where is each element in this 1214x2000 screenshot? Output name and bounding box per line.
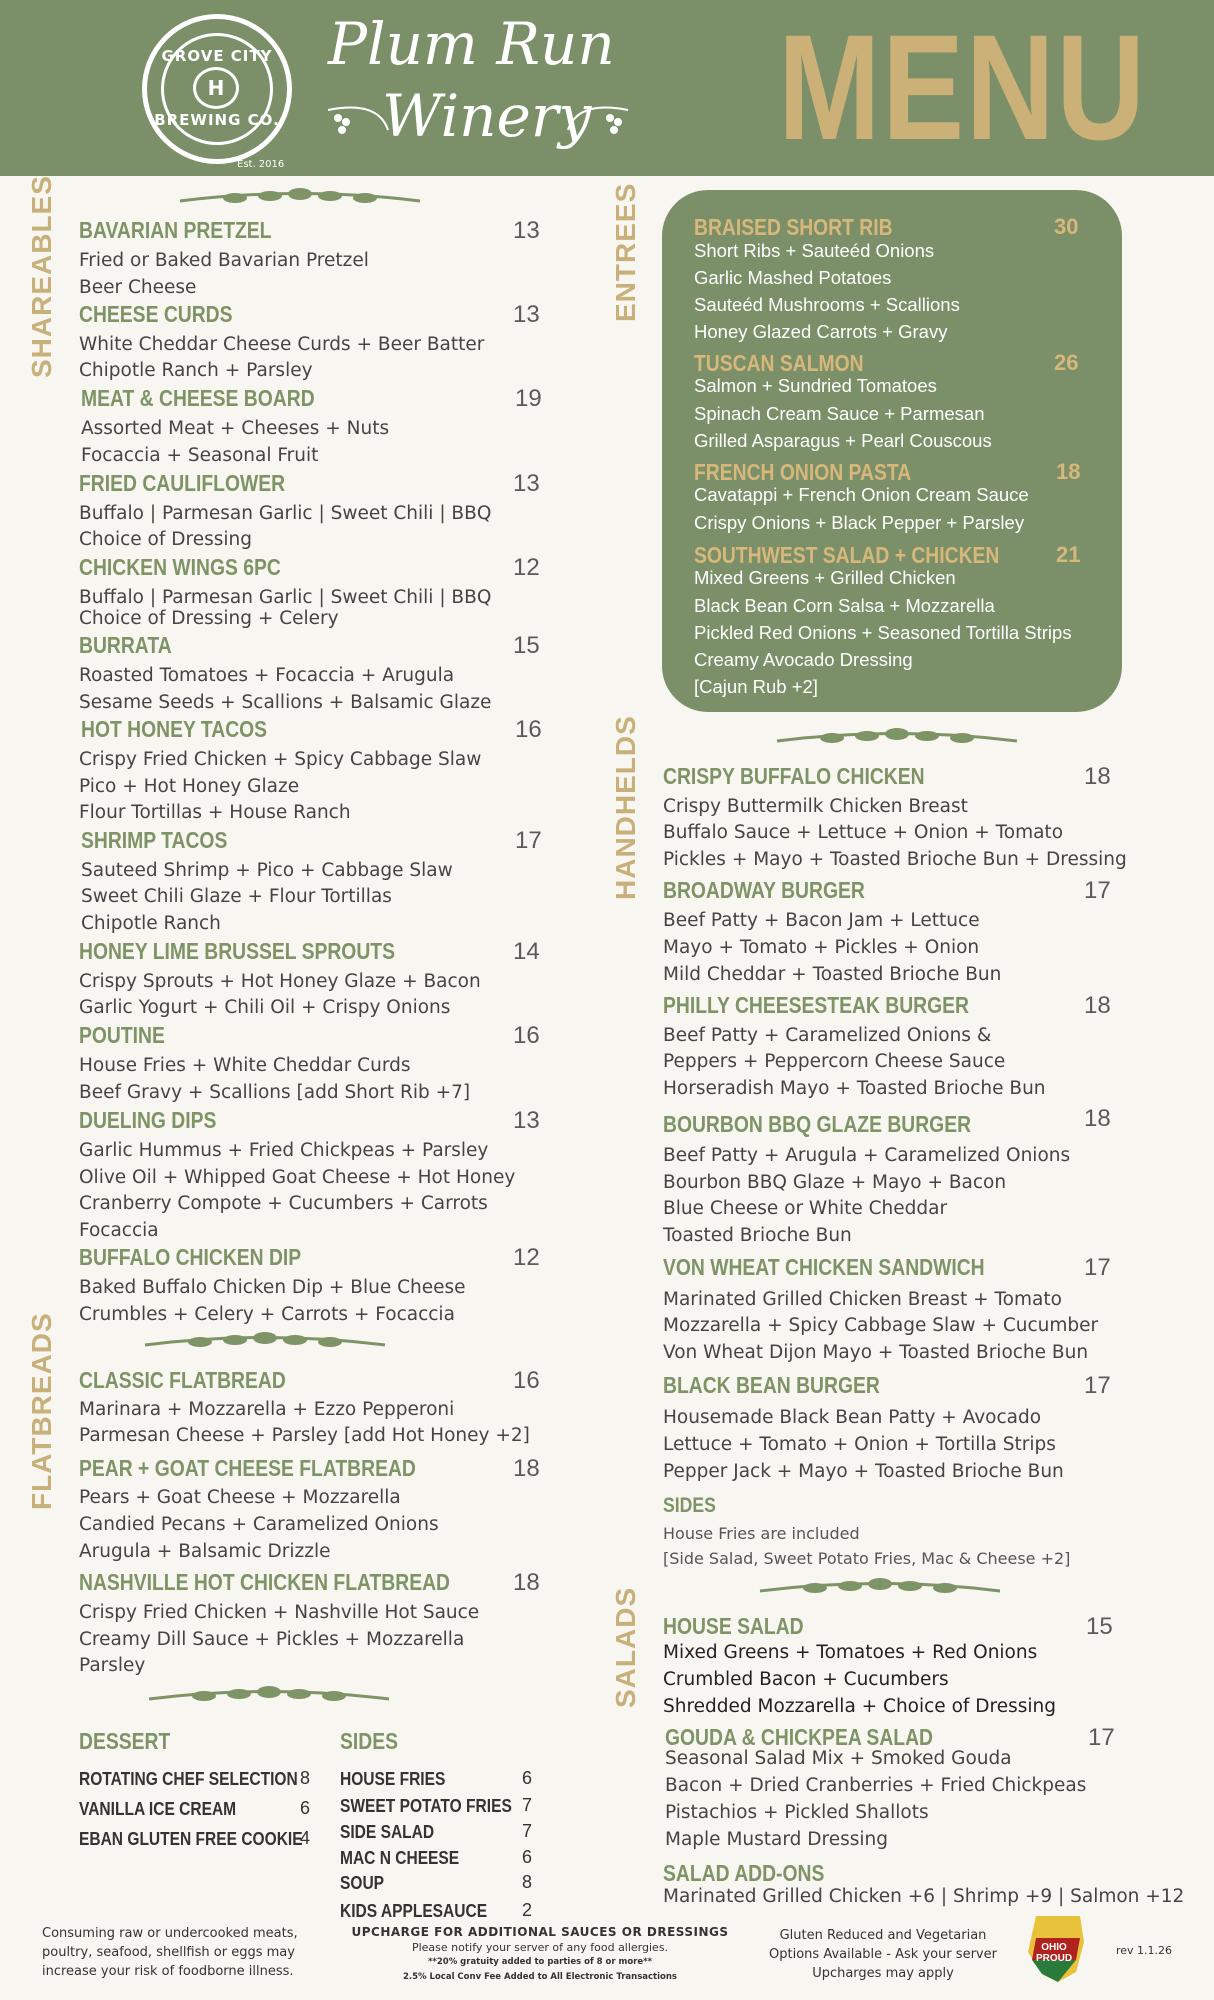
vine-divider-icon: [140, 1330, 390, 1360]
item-desc: Garlic Hummus + Fried Chickpeas + Parsley: [79, 1140, 489, 1161]
item-price: 18: [513, 1455, 540, 1482]
gratuity-notice: **20% gratuity added to parties of 8 or more**: [427, 1957, 653, 1967]
item-desc: Housemade Black Bean Patty + Avocado: [663, 1407, 1042, 1428]
side-price: 6: [522, 1847, 533, 1867]
footer-line: poultry, seafood, shellfish or eggs may: [42, 1945, 295, 1960]
item-price: 17: [1084, 1372, 1111, 1399]
item-title: GOUDA & CHICKPEA SALAD: [665, 1724, 933, 1750]
item-title: HONEY LIME BRUSSEL SPROUTS: [79, 938, 395, 964]
item-price: 17: [1088, 1724, 1115, 1751]
upcharge-notice: UPCHARGE FOR ADDITIONAL SAUCES OR DRESSINGS: [351, 1925, 729, 1939]
item-desc: Beef Patty + Arugula + Caramelized Onions: [663, 1145, 1071, 1166]
item-title: DUELING DIPS: [79, 1107, 217, 1133]
item-desc: Mayo + Tomato + Pickles + Onion: [663, 937, 980, 958]
sides-title: SIDES: [340, 1728, 398, 1754]
item-desc: Focaccia: [79, 1220, 159, 1241]
item-desc: Parsley: [79, 1655, 146, 1676]
item-price: 16: [513, 1022, 540, 1049]
item-desc: Mixed Greens + Tomatoes + Red Onions: [663, 1642, 1038, 1663]
dessert-price: 8: [300, 1768, 311, 1788]
grape-vine-icon: [318, 70, 638, 140]
revision-label: rev 1.1.26: [1116, 1944, 1173, 1957]
item-title: TUSCAN SALMON: [694, 350, 864, 376]
handheld-sides-title: SIDES: [663, 1494, 716, 1517]
side-item: HOUSE FRIES: [340, 1768, 446, 1789]
fee-notice: 2.5% Local Conv Fee Added to All Electronic Transactions: [403, 1972, 677, 1982]
winery-name-line1: Plum Run: [328, 10, 615, 78]
item-price: 14: [513, 938, 540, 965]
vine-divider-icon: [755, 1576, 1005, 1606]
item-desc: Beef Patty + Caramelized Onions &: [663, 1025, 992, 1046]
brewery-name-bottom: BREWING CO.: [154, 111, 280, 129]
item-desc: Cavatappi + French Onion Cream Sauce: [694, 484, 1029, 505]
item-title: BAVARIAN PRETZEL: [79, 217, 272, 243]
item-title: HOUSE SALAD: [663, 1613, 804, 1639]
footer-line: Options Available - Ask your server: [769, 1947, 997, 1962]
dessert-item: ROTATING CHEF SELECTION: [79, 1768, 298, 1789]
item-desc: Beef Gravy + Scallions [add Short Rib +7]: [79, 1082, 471, 1103]
item-desc: Lettuce + Tomato + Onion + Tortilla Strips: [663, 1434, 1056, 1455]
item-title: CHEESE CURDS: [79, 301, 233, 327]
item-title: SHRIMP TACOS: [81, 827, 228, 853]
side-item: SIDE SALAD: [340, 1821, 435, 1842]
item-title: SOUTHWEST SALAD + CHICKEN: [694, 542, 1000, 568]
item-desc: House Fries + White Cheddar Curds: [79, 1055, 411, 1076]
item-desc: [Cajun Rub +2]: [694, 676, 818, 697]
winery-name-line2: Winery: [382, 82, 592, 150]
item-desc: Roasted Tomatoes + Focaccia + Arugula: [79, 665, 455, 686]
dessert-item: EBAN GLUTEN FREE COOKIE: [79, 1828, 303, 1849]
item-title: SALAD ADD-ONS: [663, 1860, 825, 1886]
item-desc: Marinara + Mozzarella + Ezzo Pepperoni: [79, 1399, 455, 1420]
item-desc: Black Bean Corn Salsa + Mozzarella: [694, 595, 995, 616]
item-desc: Crispy Buttermilk Chicken Breast: [663, 796, 968, 817]
side-item: SWEET POTATO FRIES: [340, 1795, 512, 1816]
item-price: 16: [513, 1367, 540, 1394]
item-desc: Toasted Brioche Bun: [663, 1225, 852, 1246]
footer-dietary: [758, 1926, 1008, 1983]
item-title: BURRATA: [79, 632, 172, 658]
item-price: 16: [515, 716, 542, 743]
item-title: PHILLY CHEESESTEAK BURGER: [663, 992, 969, 1018]
section-label-entrees: ENTREES: [610, 182, 641, 322]
section-label-handhelds: HANDHELDS: [610, 715, 641, 900]
item-desc: Sesame Seeds + Scallions + Balsamic Glaze: [79, 692, 492, 713]
item-title: FRIED CAULIFLOWER: [79, 470, 286, 496]
item-title: CLASSIC FLATBREAD: [79, 1367, 286, 1393]
dessert-title: DESSERT: [79, 1728, 171, 1754]
item-desc: Mild Cheddar + Toasted Brioche Bun: [663, 964, 1002, 985]
side-price: 6: [522, 1768, 533, 1788]
side-price: 7: [522, 1795, 533, 1815]
item-price: 15: [1086, 1613, 1113, 1640]
item-desc: Mozzarella + Spicy Cabbage Slaw + Cucumber: [663, 1315, 1099, 1336]
item-title: CRISPY BUFFALO CHICKEN: [663, 763, 925, 789]
item-desc: Honey Glazed Carrots + Gravy: [694, 321, 948, 342]
side-price: 2: [522, 1900, 533, 1920]
item-desc: Beer Cheese: [79, 277, 197, 298]
item-price: 18: [1084, 992, 1111, 1019]
item-price: 18: [513, 1569, 540, 1596]
item-price: 13: [513, 470, 540, 497]
item-desc: Crumbles + Celery + Carrots + Focaccia: [79, 1304, 455, 1325]
item-desc: Chipotle Ranch: [81, 913, 221, 934]
item-price: 18: [1056, 459, 1081, 484]
item-desc: Maple Mustard Dressing: [665, 1829, 888, 1850]
item-desc: Candied Pecans + Caramelized Onions: [79, 1514, 439, 1535]
item-title: BOURBON BBQ GLAZE BURGER: [663, 1111, 972, 1137]
item-desc: Sweet Chili Glaze + Flour Tortillas: [81, 886, 392, 907]
side-price: 8: [522, 1872, 533, 1892]
footer-line: Gluten Reduced and Vegetarian: [779, 1928, 987, 1943]
footer-line: Consuming raw or undercooked meats,: [42, 1926, 298, 1941]
item-desc: Parmesan Cheese + Parsley [add Hot Honey +2]: [79, 1425, 530, 1446]
item-desc: Olive Oil + Whipped Goat Cheese + Hot Honey: [79, 1167, 516, 1188]
item-desc: Short Ribs + Sauteéd Onions: [694, 240, 935, 261]
item-desc: Mixed Greens + Grilled Chicken: [694, 567, 956, 588]
item-desc: Fried or Baked Bavarian Pretzel: [79, 250, 369, 271]
item-desc: Crumbled Bacon + Cucumbers: [663, 1669, 949, 1690]
item-desc: Flour Tortillas + House Ranch: [79, 802, 351, 823]
footer-line: increase your risk of foodborne illness.: [42, 1964, 294, 1979]
item-desc: Focaccia + Seasonal Fruit: [81, 445, 319, 466]
section-label-shareables: SHAREABLES: [26, 175, 57, 378]
brewery-monogram: H: [193, 67, 239, 109]
item-desc: Beef Patty + Bacon Jam + Lettuce: [663, 910, 980, 931]
dessert-price: 6: [300, 1798, 311, 1818]
item-desc: Arugula + Balsamic Drizzle: [79, 1541, 331, 1562]
handheld-sides-note: House Fries are included: [663, 1524, 860, 1543]
item-price: 15: [513, 632, 540, 659]
item-desc: Buffalo | Parmesan Garlic | Sweet Chili | BBQ: [79, 503, 492, 524]
ohio-proud-logo: [1018, 1912, 1090, 1984]
item-price: 13: [513, 301, 540, 328]
dessert-price: 4: [300, 1828, 311, 1848]
footer-line: Upcharges may apply: [812, 1966, 954, 1981]
item-desc: Garlic Mashed Potatoes: [694, 267, 892, 288]
item-price: 30: [1054, 214, 1079, 239]
item-title: FRENCH ONION PASTA: [694, 459, 912, 485]
item-desc: Assorted Meat + Cheeses + Nuts: [81, 418, 390, 439]
item-desc: Shredded Mozzarella + Choice of Dressing: [663, 1696, 1056, 1717]
item-desc: Salmon + Sundried Tomatoes: [694, 375, 937, 396]
item-desc: Seasonal Salad Mix + Smoked Gouda: [665, 1748, 1012, 1769]
item-desc: Creamy Dill Sauce + Pickles + Mozzarella: [79, 1629, 465, 1650]
item-title: BLACK BEAN BURGER: [663, 1372, 880, 1398]
side-price: 7: [522, 1821, 533, 1841]
side-item: SOUP: [340, 1872, 385, 1893]
item-desc: Buffalo | Parmesan Garlic | Sweet Chili | BBQ: [79, 587, 492, 608]
vine-divider-icon: [144, 1684, 394, 1714]
item-desc: Crispy Fried Chicken + Nashville Hot Sauce: [79, 1602, 480, 1623]
item-price: 12: [513, 1244, 540, 1271]
item-desc: Pistachios + Pickled Shallots: [665, 1802, 929, 1823]
item-desc: Sauteéd Mushrooms + Scallions: [694, 294, 960, 315]
item-desc: Pepper Jack + Mayo + Toasted Brioche Bun: [663, 1461, 1064, 1482]
footer-warning: [42, 1924, 342, 1981]
section-label-flatbreads: FLATBREADS: [26, 1312, 57, 1510]
item-desc: Horseradish Mayo + Toasted Brioche Bun: [663, 1078, 1046, 1099]
menu-title: MENU: [778, 3, 1147, 171]
item-price: 17: [515, 827, 542, 854]
item-title: BRAISED SHORT RIB: [694, 214, 893, 240]
item-desc: Grilled Asparagus + Pearl Couscous: [694, 430, 992, 451]
item-desc: Chipotle Ranch + Parsley: [79, 360, 313, 381]
item-desc: Creamy Avocado Dressing: [694, 649, 913, 670]
item-price: 12: [513, 554, 540, 581]
item-desc: Cranberry Compote + Cucumbers + Carrots: [79, 1193, 488, 1214]
item-title: VON WHEAT CHICKEN SANDWICH: [663, 1254, 985, 1280]
item-title: CHICKEN WINGS 6PC: [79, 554, 281, 580]
brewery-logo: [142, 14, 292, 170]
item-desc: Choice of Dressing: [79, 529, 252, 550]
item-desc: Baked Buffalo Chicken Dip + Blue Cheese: [79, 1277, 466, 1298]
item-desc: Buffalo Sauce + Lettuce + Onion + Tomato: [663, 822, 1064, 843]
item-desc: Bourbon BBQ Glaze + Mayo + Bacon: [663, 1172, 1007, 1193]
item-title: MEAT & CHEESE BOARD: [81, 385, 315, 411]
vine-divider-icon: [175, 186, 425, 216]
item-desc: Bacon + Dried Cranberries + Fried Chickpeas: [665, 1775, 1087, 1796]
item-title: PEAR + GOAT CHEESE FLATBREAD: [79, 1455, 416, 1481]
dessert-item: VANILLA ICE CREAM: [79, 1798, 237, 1819]
item-desc: Crispy Onions + Black Pepper + Parsley: [694, 512, 1025, 533]
item-price: 18: [1084, 1105, 1111, 1132]
item-desc: Peppers + Peppercorn Cheese Sauce: [663, 1051, 1006, 1072]
item-desc: White Cheddar Cheese Curds + Beer Batter: [79, 334, 485, 355]
item-desc: Blue Cheese or White Cheddar: [663, 1198, 948, 1219]
side-item: KIDS APPLESAUCE: [340, 1900, 488, 1921]
side-item: MAC N CHEESE: [340, 1847, 460, 1868]
item-desc: Marinated Grilled Chicken Breast + Tomato: [663, 1289, 1062, 1310]
item-title: POUTINE: [79, 1022, 165, 1048]
brewery-est: Est. 2016: [237, 159, 285, 170]
item-title: BROADWAY BURGER: [663, 877, 865, 903]
item-price: 13: [513, 1107, 540, 1134]
item-desc: Marinated Grilled Chicken +6 | Shrimp +9 | Salmon +12: [663, 1886, 1185, 1907]
item-desc: Von Wheat Dijon Mayo + Toasted Brioche Bun: [663, 1342, 1089, 1363]
item-desc: Garlic Yogurt + Chili Oil + Crispy Onions: [79, 997, 451, 1018]
item-desc: Spinach Cream Sauce + Parmesan: [694, 403, 985, 424]
item-title: BUFFALO CHICKEN DIP: [79, 1244, 302, 1270]
item-price: 17: [1084, 1254, 1111, 1281]
ohio-proud-text: OHIO PROUD: [1035, 1942, 1073, 1964]
item-desc: Pickled Red Onions + Seasoned Tortilla Strips: [694, 622, 1072, 643]
item-desc: Pico + Hot Honey Glaze: [79, 776, 300, 797]
item-title: NASHVILLE HOT CHICKEN FLATBREAD: [79, 1569, 451, 1595]
vine-divider-icon: [772, 726, 1022, 756]
section-label-salads: SALADS: [610, 1586, 641, 1708]
handheld-sides-note: [Side Salad, Sweet Potato Fries, Mac & Cheese +2]: [663, 1549, 1071, 1568]
footer-center: [340, 1925, 740, 1985]
item-price: 26: [1054, 350, 1079, 375]
item-price: 21: [1056, 542, 1081, 567]
item-price: 18: [1084, 763, 1111, 790]
item-desc: Crispy Sprouts + Hot Honey Glaze + Bacon: [79, 971, 481, 992]
item-desc: Pickles + Mayo + Toasted Brioche Bun + Dressing: [663, 849, 1127, 870]
brewery-name-top: GROVE CITY: [161, 47, 273, 65]
item-desc: Crispy Fried Chicken + Spicy Cabbage Slaw: [79, 749, 482, 770]
item-price: 19: [515, 385, 542, 412]
allergy-notice: Please notify your server of any food allergies.: [411, 1941, 669, 1954]
item-desc: Pears + Goat Cheese + Mozzarella: [79, 1487, 401, 1508]
item-desc: Sauteed Shrimp + Pico + Cabbage Slaw: [81, 860, 453, 881]
item-price: 17: [1084, 877, 1111, 904]
item-title: HOT HONEY TACOS: [81, 716, 268, 742]
item-price: 13: [513, 217, 540, 244]
item-desc: Choice of Dressing + Celery: [79, 608, 339, 629]
